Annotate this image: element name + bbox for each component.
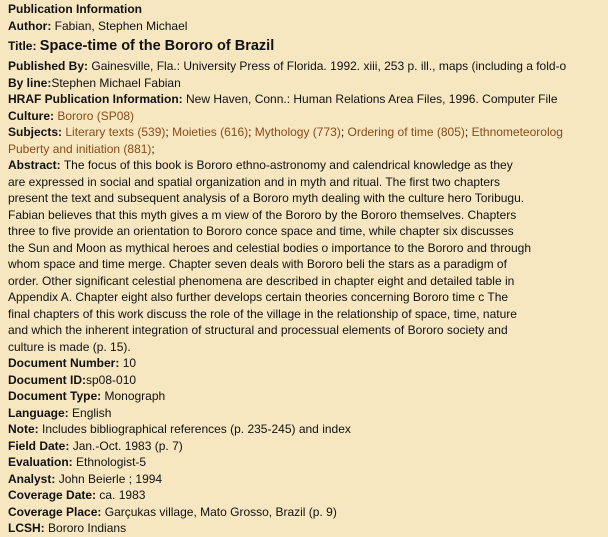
document-number-row	[8, 355, 608, 372]
published-by-row	[8, 58, 608, 75]
by-line-label: By line:	[8, 75, 52, 90]
field-date-value: Jan.-Oct. 1983 (p. 7)	[72, 438, 183, 453]
document-id-label: Document ID:	[8, 372, 86, 387]
coverage-place-row	[8, 504, 608, 521]
document-type-value: Monograph	[104, 389, 166, 403]
analyst-label: Analyst:	[8, 471, 56, 486]
analyst-row	[8, 471, 608, 488]
culture-row	[8, 108, 608, 125]
analyst-value: John Beierle ; 1994	[58, 471, 163, 486]
note-label: Note:	[8, 422, 39, 436]
subject-separator: ;	[464, 125, 472, 139]
coverage-date-value: ca. 1983	[99, 488, 146, 502]
section-header: Publication Information	[8, 2, 142, 16]
author-row	[8, 18, 608, 35]
evaluation-row	[8, 454, 608, 471]
subject-link-puberty-initiation[interactable]: Puberty and initiation (881)	[8, 141, 152, 156]
title-row	[8, 35, 608, 57]
subject-link-ordering-of-time[interactable]: Ordering of time (805)	[347, 125, 465, 139]
evaluation-label: Evaluation:	[8, 455, 73, 469]
subject-link-mythology[interactable]: Mythology (773)	[254, 125, 341, 139]
coverage-place-value: Garçukas village, Mato Grosso, Brazil (p. 9)	[104, 504, 337, 519]
subjects-row-continued	[8, 141, 608, 158]
coverage-date-label: Coverage Date:	[8, 488, 97, 502]
lcsh-value: Bororo Indians	[48, 521, 127, 535]
by-line-row	[8, 75, 608, 92]
author-label: Author:	[8, 18, 52, 33]
document-number-value: 10	[122, 356, 137, 370]
coverage-date-row	[8, 487, 608, 504]
language-row	[8, 405, 608, 422]
subject-separator: ;	[340, 125, 348, 139]
title-label: Title:	[8, 39, 37, 53]
hraf-publication-row	[8, 91, 608, 108]
coverage-place-label: Coverage Place:	[8, 504, 102, 519]
note-value: Includes bibliographical references (p. 235-245) and index	[42, 422, 351, 436]
hraf-publication-value: New Haven, Conn.: Human Relations Area Files, 1996. Computer File	[186, 92, 558, 106]
culture-label: Culture:	[8, 108, 54, 123]
abstract-block	[8, 157, 533, 355]
document-type-row	[8, 388, 608, 405]
field-date-label: Field Date:	[8, 438, 70, 453]
note-row	[8, 421, 608, 438]
abstract-text: The focus of this book is Bororo ethno-astronomy and calendrical knowledge as they are expressed in social and spatial organization and in myth and ritual. The first two chapters present the text and subsequent analysis of a Bororo myth dealing with the culture hero Toribugu. Fabian believes that this myth gives a m view of the Bororo by the Bororo themselves. Chapters three to five provide an orientation to Bororo conce space and time, while chapter six discusses the Sun and Moon as mythical heroes and celestial bodies o importance to the Bororo and through whom space and time merge. Chapter seven deals with Bororo beli the stars as a paradigm of order. Other significant celestial phenomena are described in chapter eight and detailed table in Appendix A. Chapter eight also further develops certain theories concerning Bororo time c The final chapters of this work discuss the role of the village in the relationship of space, time, nature and which the inherent integration of structural and processual elements of Bororo society and culture is made (p. 15).	[8, 158, 531, 354]
language-label: Language:	[8, 405, 69, 420]
title-value: Space-time of the Bororo of Brazil	[39, 38, 275, 54]
subject-link-ethnometeorology[interactable]: Ethnometeorolog	[471, 125, 563, 139]
hraf-publication-label: HRAF Publication Information:	[8, 92, 183, 106]
subjects-row	[8, 124, 608, 141]
subject-link-moieties[interactable]: Moieties (616)	[172, 125, 249, 139]
document-type-label: Document Type:	[8, 389, 102, 403]
abstract-label: Abstract:	[8, 158, 61, 172]
subject-link-literary-texts[interactable]: Literary texts (539)	[65, 125, 166, 139]
culture-link[interactable]: Bororo (SP08)	[57, 108, 135, 123]
language-value: English	[72, 405, 112, 420]
subject-separator: ;	[165, 125, 173, 139]
subjects-label: Subjects:	[8, 125, 63, 139]
evaluation-value: Ethnologist-5	[76, 455, 147, 469]
published-by-label: Published By:	[8, 59, 89, 73]
document-id-value: sp08-010	[86, 372, 137, 387]
author-value: Fabian, Stephen Michael	[54, 18, 188, 33]
document-id-row	[8, 372, 608, 389]
field-date-row	[8, 438, 608, 455]
lcsh-label: LCSH:	[8, 521, 45, 535]
by-line-value: Stephen Michael Fabian	[51, 75, 181, 90]
subject-separator: ;	[248, 125, 255, 139]
lcsh-row	[8, 520, 608, 537]
document-number-label: Document Number:	[8, 356, 120, 370]
published-by-value: Gainesville, Fla.: University Press of Florida. 1992. xiii, 253 p. ill., maps (including a fold-o	[91, 59, 567, 73]
subject-separator: ;	[151, 141, 155, 156]
